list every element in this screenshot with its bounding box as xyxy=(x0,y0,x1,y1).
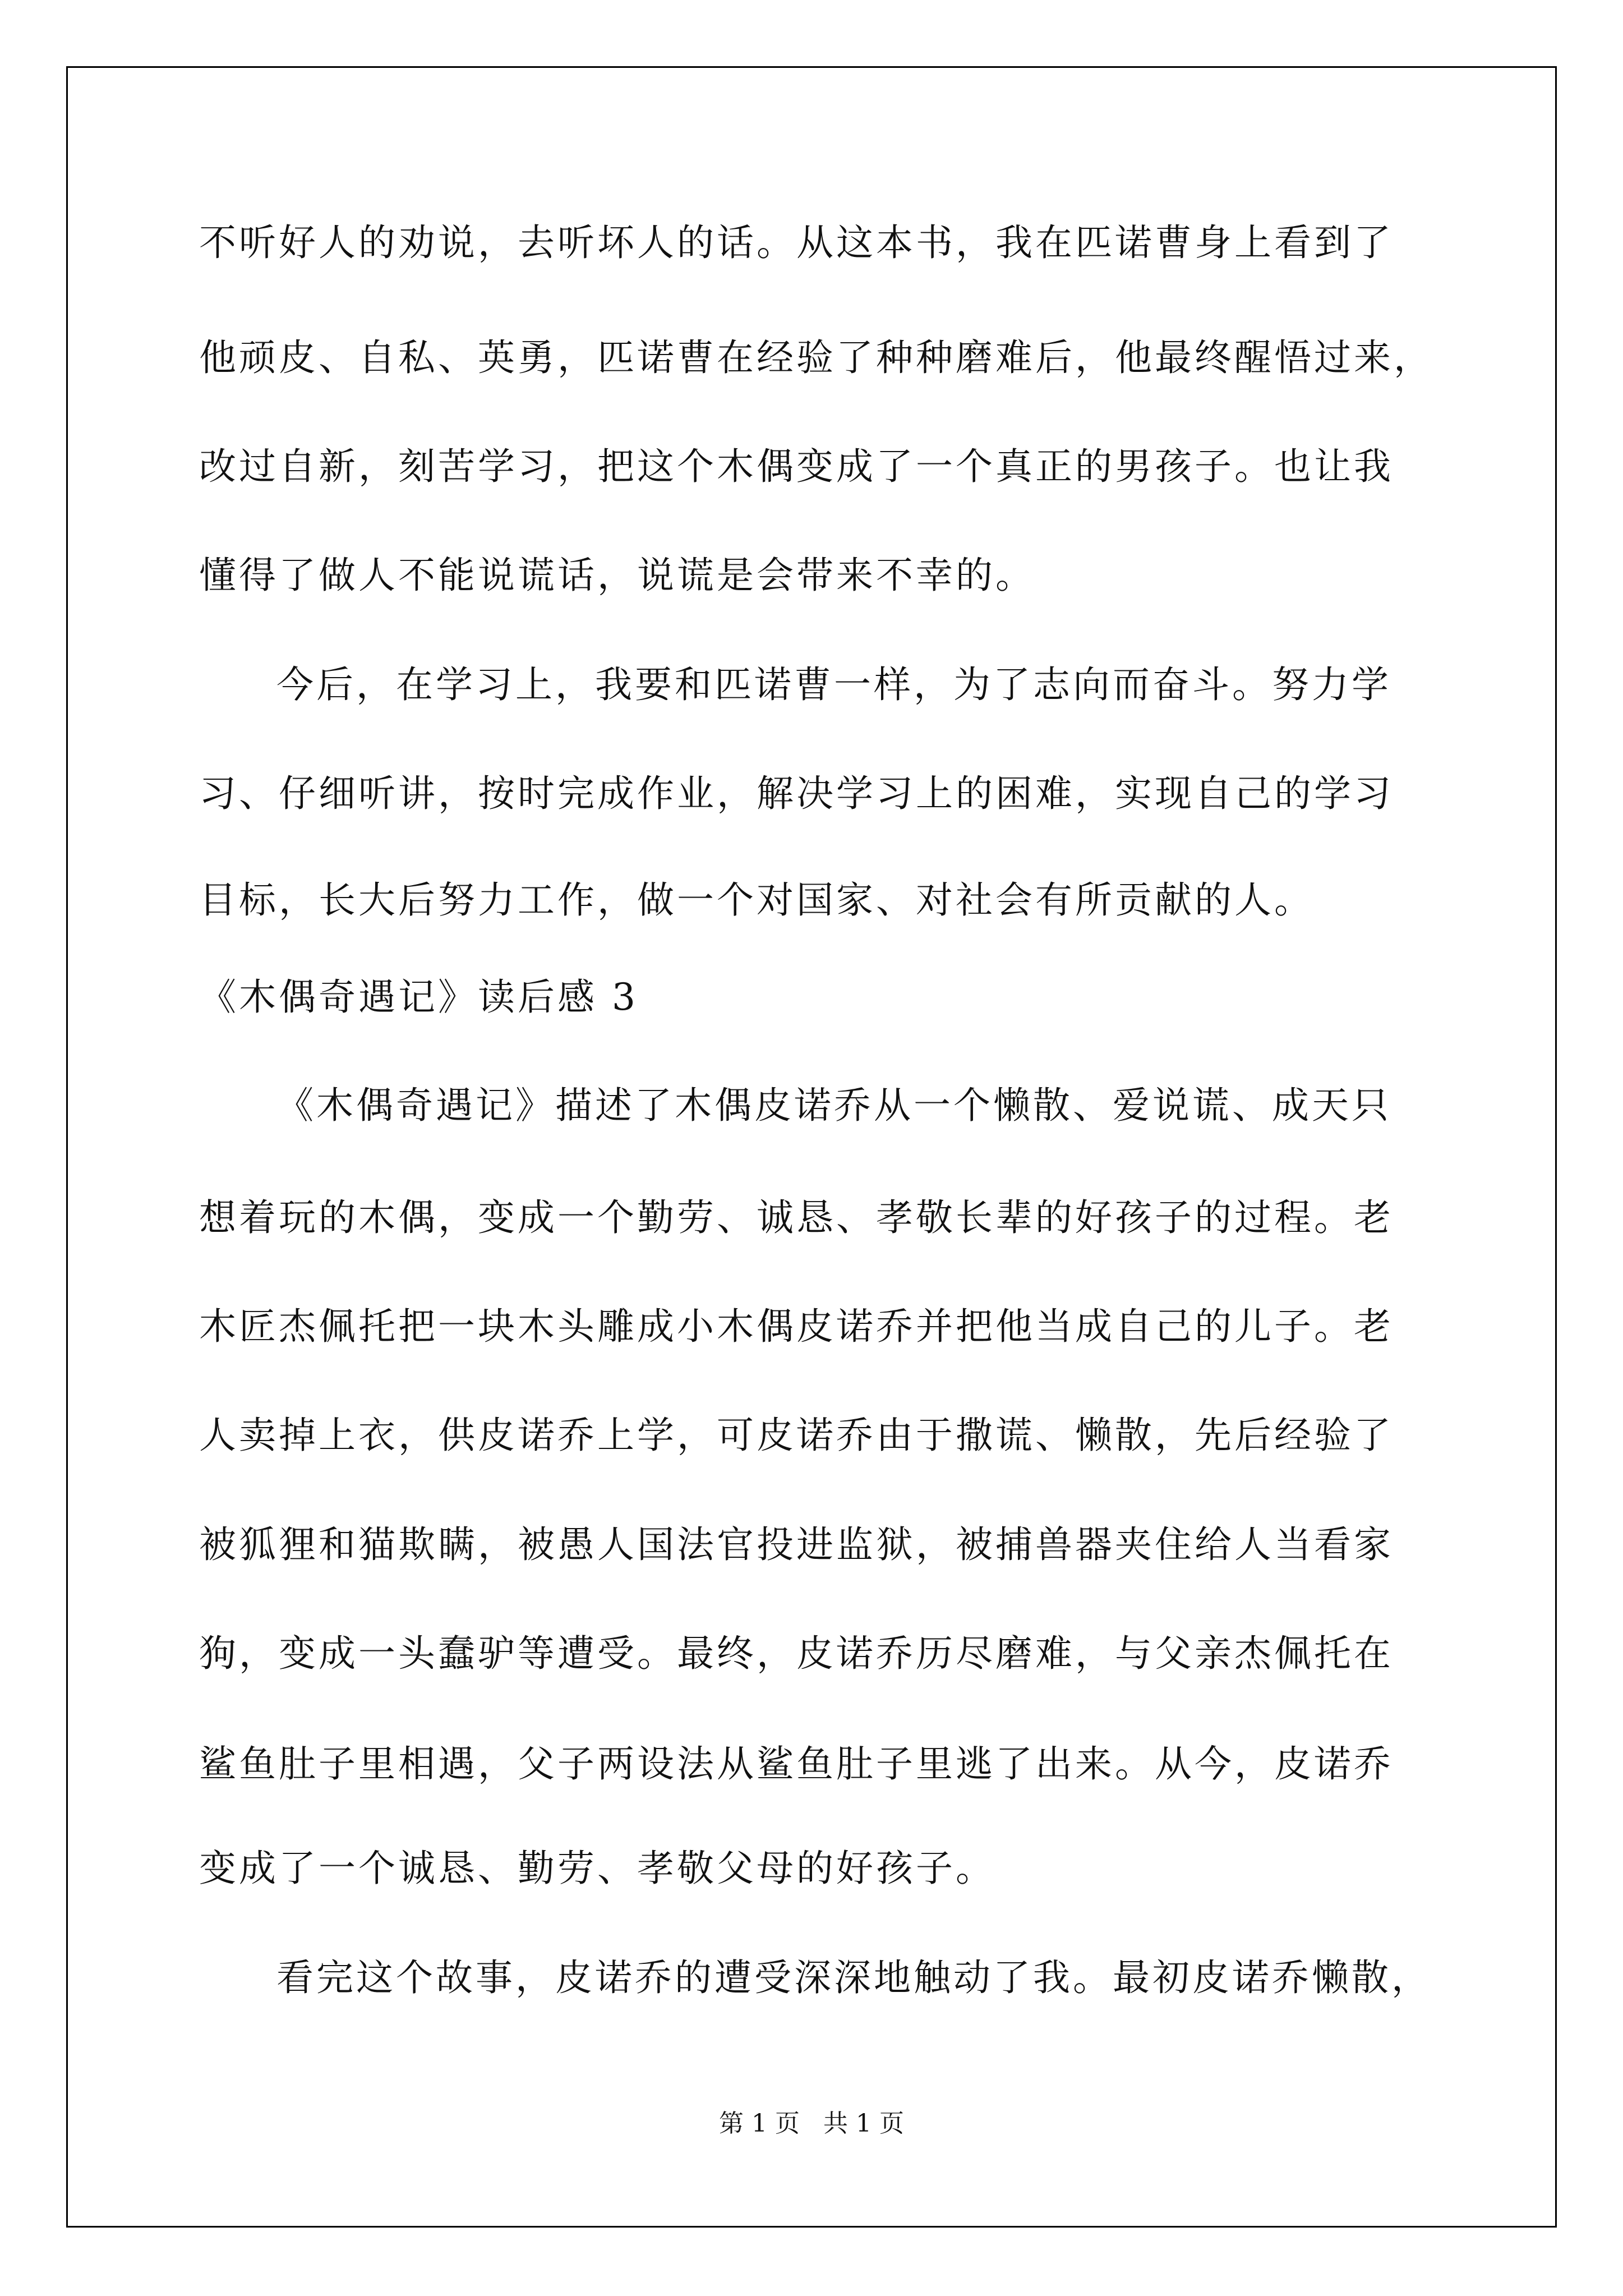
text-line: 看完这个故事，皮诺乔的遭受深深地触动了我。最初皮诺乔懒散， xyxy=(276,1956,1431,1999)
text-line: 木匠杰佩托把一块木头雕成小木偶皮诺乔并把他当成自己的儿子。老 xyxy=(199,1305,1394,1348)
text-line: 被狐狸和猫欺瞒，被愚人国法官投进监狱，被捕兽器夹住给人当看家 xyxy=(199,1523,1394,1566)
page-border xyxy=(66,66,1557,2228)
text-line: 改过自新，刻苦学习，把这个木偶变成了一个真正的男孩子。也让我 xyxy=(199,445,1394,488)
text-line: 今后，在学习上，我要和匹诺曹一样，为了志向而奋斗。努力学 xyxy=(276,663,1391,706)
text-line: 想着玩的木偶，变成一个勤劳、诚恳、孝敬长辈的好孩子的过程。老 xyxy=(199,1196,1394,1239)
text-line: 人卖掉上衣，供皮诺乔上学，可皮诺乔由于撒谎、懒散，先后经验了 xyxy=(199,1414,1394,1457)
text-line: 懂得了做人不能说谎话，说谎是会带来不幸的。 xyxy=(199,554,1035,597)
text-line: 习、仔细听讲，按时完成作业，解决学习上的困难，实现自己的学习 xyxy=(199,772,1394,815)
text-line: 他顽皮、自私、英勇，匹诺曹在经验了种种磨难后，他最终醒悟过来， xyxy=(199,336,1433,379)
section-heading: 《木偶奇遇记》读后感 3 xyxy=(199,976,638,1019)
text-line: 《木偶奇遇记》描述了木偶皮诺乔从一个懒散、爱说谎、成天只 xyxy=(276,1084,1391,1127)
text-line: 鲨鱼肚子里相遇，父子两设法从鲨鱼肚子里逃了出来。从今，皮诺乔 xyxy=(199,1742,1394,1786)
text-line: 变成了一个诚恳、勤劳、孝敬父母的好孩子。 xyxy=(199,1847,995,1890)
text-line: 不听好人的劝说，去听坏人的话。从这本书，我在匹诺曹身上看到了 xyxy=(199,221,1394,264)
page-footer: 第 1 页 共 1 页 xyxy=(719,2109,904,2138)
text-line: 狗，变成一头蠢驴等遭受。最终，皮诺乔历尽磨难，与父亲杰佩托在 xyxy=(199,1632,1394,1675)
text-line: 目标，长大后努力工作，做一个对国家、对社会有所贡献的人。 xyxy=(199,878,1314,922)
